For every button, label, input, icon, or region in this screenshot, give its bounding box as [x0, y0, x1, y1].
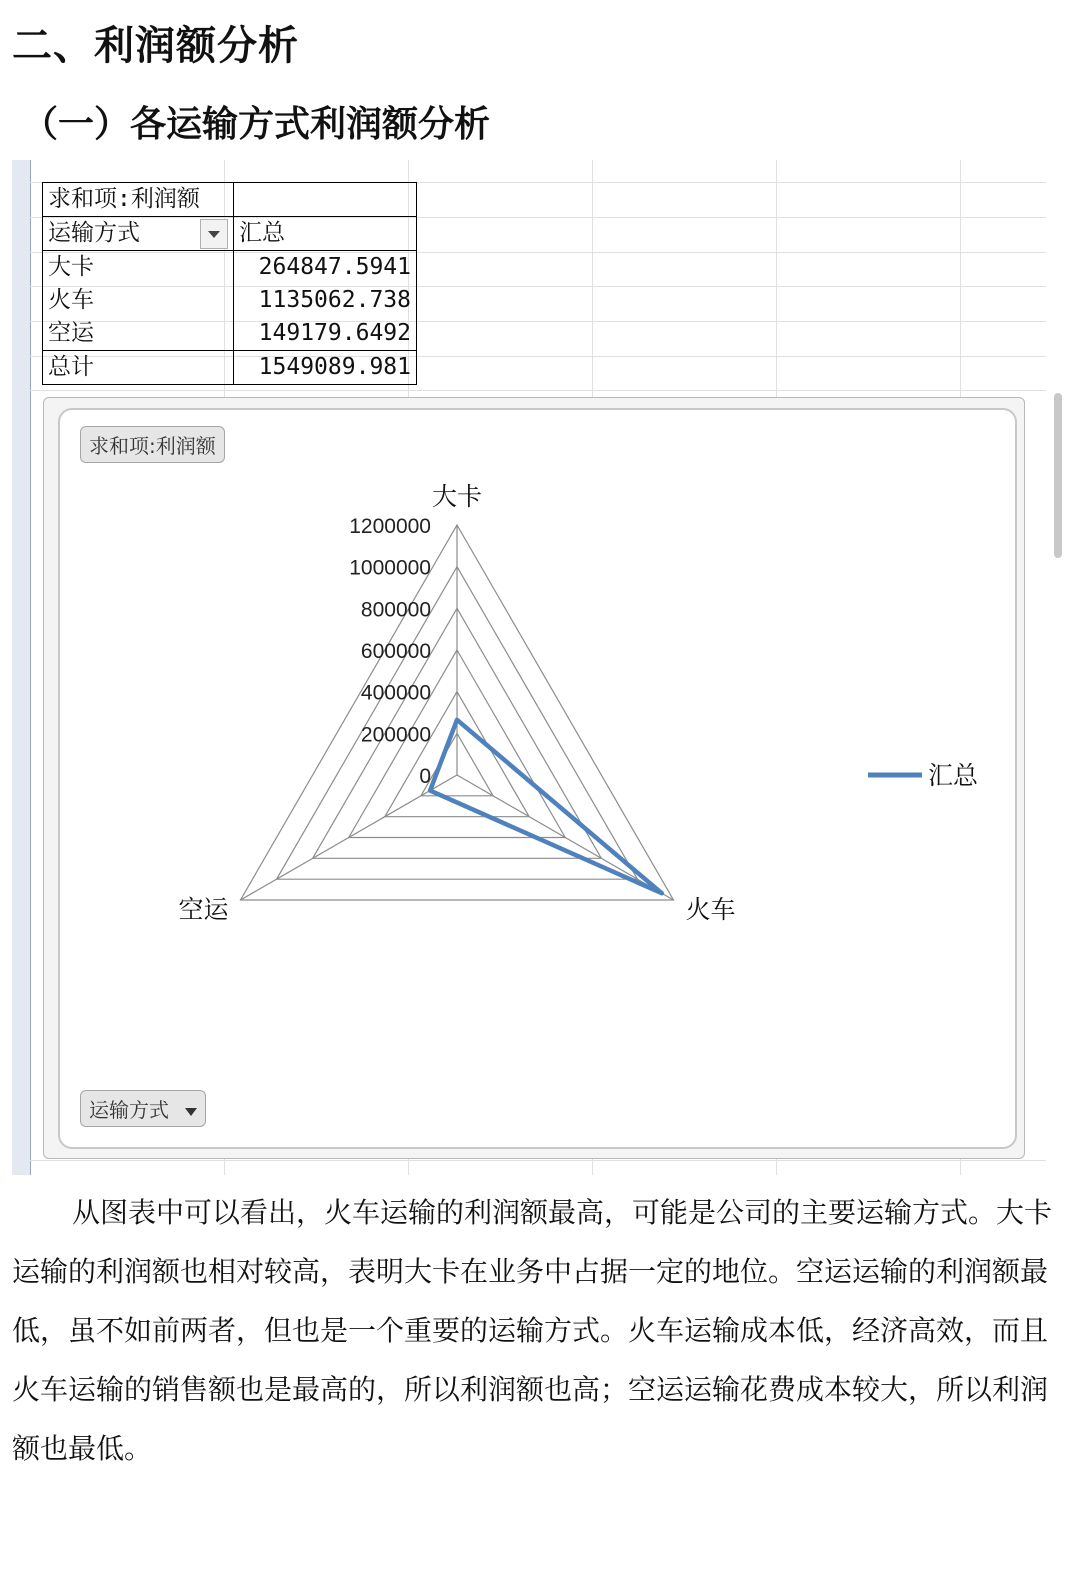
pivot-row-label: 大卡 [43, 251, 234, 285]
pivot-title: 求和项:利润额 [43, 183, 234, 217]
grid-line [30, 390, 1046, 391]
pivot-grand-total-value: 1549089.981 [234, 351, 417, 385]
radar-chart [60, 410, 1015, 1147]
vertical-scrollbar[interactable] [1054, 393, 1062, 558]
grid-line [30, 1160, 1046, 1161]
pivot-total-header: 汇总 [234, 217, 417, 251]
filter-dropdown-icon[interactable] [200, 219, 228, 249]
section-title: 二、利润额分析 [12, 23, 299, 69]
radar-tick-label: 800000 [360, 598, 431, 622]
spreadsheet-screenshot [12, 160, 1046, 1175]
radar-tick-label: 1200000 [349, 515, 431, 538]
analysis-paragraph: 从图表中可以看出，火车运输的利润额最高，可能是公司的主要运输方式。大卡运输的利润额也相对较高，表明大卡在业务中占据一定的地位。空运运输的利润额最低，虽不如前两者，但也是一个重要的运输方式。火车运输成本低，经济高效，而且火车运输的销售额也是最高的，所以利润额也高；空运运输花费成本较大，所以利润额也最低。 [12, 1196, 1053, 1465]
pivot-row-field [43, 217, 234, 251]
chart-plot-area[interactable] [58, 408, 1017, 1149]
pivot-empty-cell [234, 183, 417, 217]
radar-tick-label: 200000 [360, 723, 431, 747]
radar-category-label: 空运 [178, 895, 229, 924]
pivot-row-value: 149179.6492 [234, 317, 417, 351]
radar-category-label: 火车 [685, 895, 736, 924]
radar-category-label: 大卡 [431, 482, 483, 511]
category-field-label: 运输方式 [89, 1098, 169, 1122]
radar-tick-label: 600000 [360, 640, 431, 663]
pivot-row-label: 火车 [43, 284, 234, 317]
pivot-row-value: 264847.5941 [234, 251, 417, 285]
pivot-row-label: 空运 [43, 317, 234, 351]
subsection-title: （一）各运输方式利润额分析 [22, 104, 491, 145]
radar-tick-label: 400000 [360, 681, 431, 705]
row-header-strip [12, 160, 31, 1175]
legend-label: 汇总 [928, 761, 979, 790]
radar-tick-label: 0 [419, 765, 431, 788]
radar-tick-label: 1000000 [349, 556, 431, 580]
pivot-row-field-label: 运输方式 [48, 220, 140, 246]
value-field-button[interactable]: 求和项:利润额 [80, 426, 225, 463]
pivot-table [42, 182, 417, 385]
pivot-grand-total-label: 总计 [43, 351, 234, 385]
pivot-row-value: 1135062.738 [234, 284, 417, 317]
